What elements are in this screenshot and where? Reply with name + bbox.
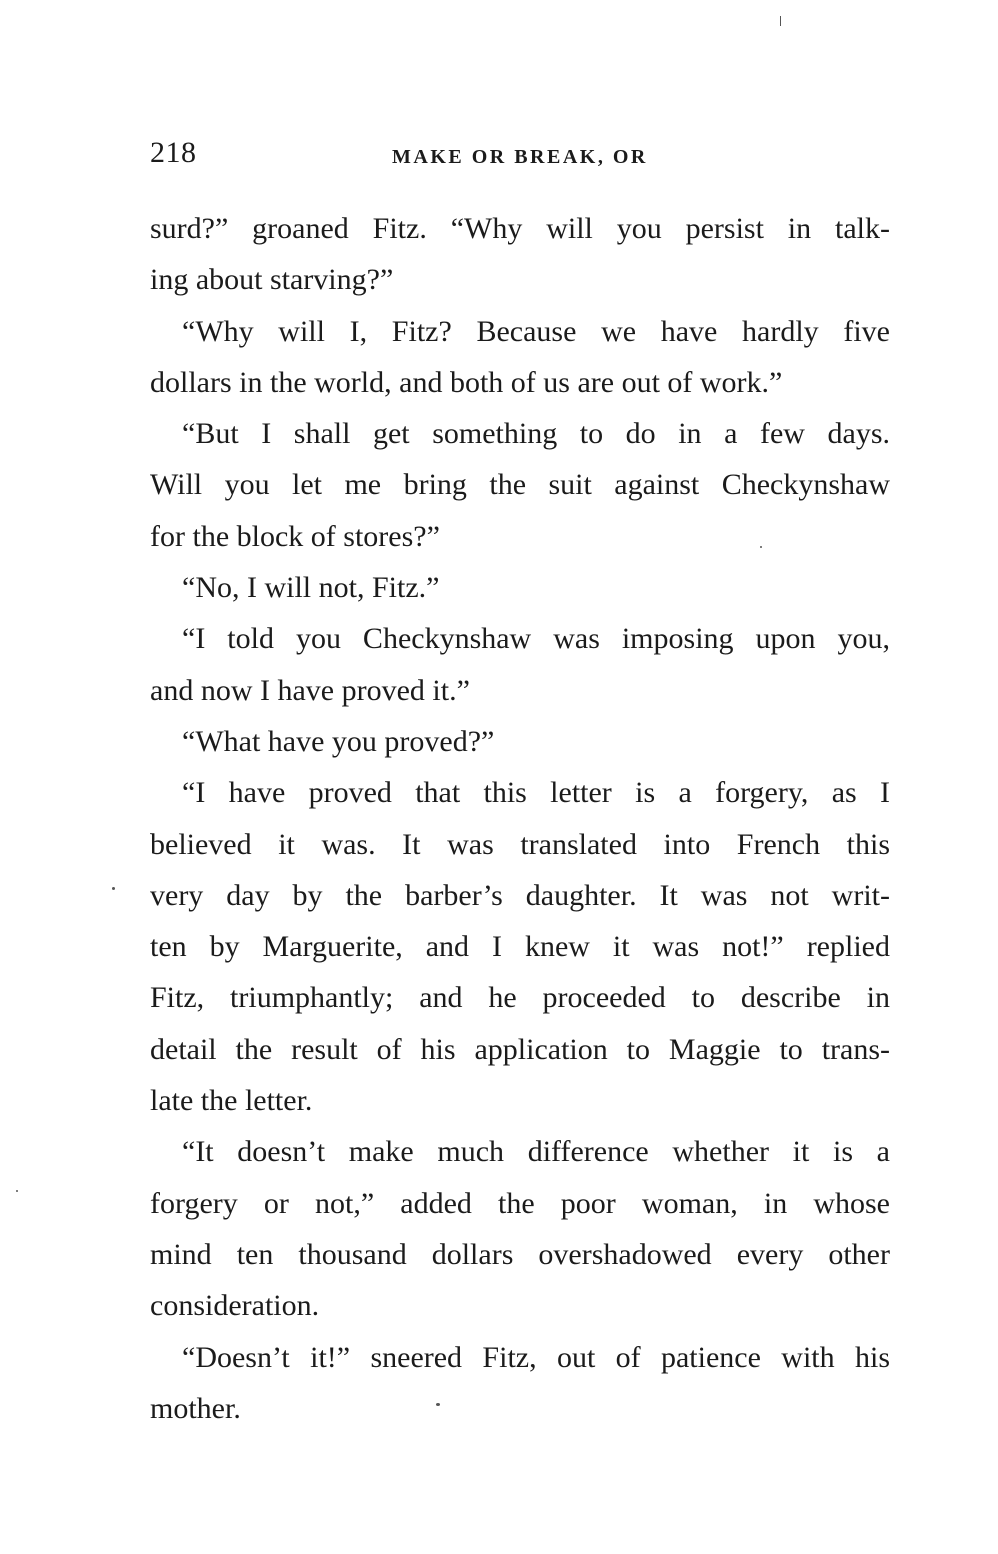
text-line: believed it was. It was translated into French this <box>150 827 890 861</box>
text-line: mind ten thousand dollars overshadowed every other <box>150 1237 890 1271</box>
running-title: MAKE OR BREAK, OR <box>392 146 648 168</box>
text-line: very day by the barber’s daughter. It was not writ- <box>150 878 890 912</box>
paper-speck <box>436 1403 440 1406</box>
page-body-text <box>150 203 890 1434</box>
text-line: “Why will I, Fitz? Because we have hardly five <box>182 314 890 348</box>
text-line: mother. <box>150 1391 241 1425</box>
text-line: “I have proved that this letter is a forgery, as I <box>182 776 890 810</box>
text-line: and now I have proved it.” <box>150 673 470 707</box>
text-line: dollars in the world, and both of us are out of work.” <box>150 365 783 399</box>
page-header <box>150 133 890 173</box>
text-line: “Doesn’t it!” sneered Fitz, out of patience with his <box>182 1340 890 1374</box>
text-line: for the block of stores?” <box>150 519 440 553</box>
text-line: forgery or not,” added the poor woman, in whose <box>150 1186 890 1220</box>
text-line: surd?” groaned Fitz. “Why will you persist in talk- <box>150 212 890 245</box>
text-line: “It doesn’t make much difference whether it is a <box>182 1135 890 1169</box>
text-line: “What have you proved?” <box>182 724 495 758</box>
text-line: Will you let me bring the suit against Checkynshaw <box>150 468 890 502</box>
text-line: detail the result of his application to Maggie to trans- <box>150 1032 890 1066</box>
page-number: 218 <box>150 136 197 169</box>
text-line: Fitz, triumphantly; and he proceeded to describe in <box>150 981 890 1015</box>
text-line: ten by Marguerite, and I knew it was not!” replied <box>150 930 890 964</box>
text-line: late the letter. <box>150 1084 313 1118</box>
text-line: “No, I will not, Fitz.” <box>182 571 440 605</box>
text-line: consideration. <box>150 1289 320 1323</box>
text-line: ing about starving?” <box>150 263 394 297</box>
text-line: “I told you Checkynshaw was imposing upon you, <box>182 622 890 656</box>
paper-speck <box>780 16 781 26</box>
paper-speck <box>16 1190 18 1192</box>
text-line: “But I shall get something to do in a few days. <box>182 417 890 451</box>
paper-speck <box>112 887 115 890</box>
paper-speck <box>760 546 762 548</box>
